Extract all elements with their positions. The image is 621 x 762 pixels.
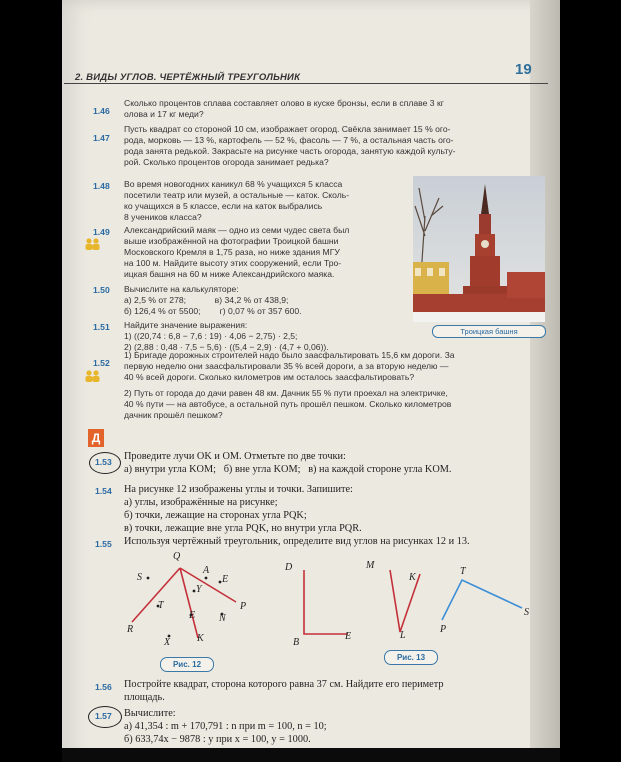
point-label: K <box>197 633 204 644</box>
problem-number: 1.56 <box>95 682 112 692</box>
header-rule <box>64 83 548 84</box>
problem-text: Вычислите на калькуляторе: <box>124 284 239 294</box>
problem-text: а) углы, изображённые на рисунке; <box>124 497 278 508</box>
problem-text: выше изображённой на фотографии Троицкой башни <box>124 236 339 246</box>
problem-number: 1.51 <box>93 322 110 332</box>
problem-text: 2) Путь от города до дачи равен 48 км. Дачник 55 % пути проехал на электричке, <box>124 388 448 398</box>
problem-text: ицкая башня на 60 м ниже Александрийского маяка. <box>124 269 335 279</box>
problem-text: На рисунке 12 изображены углы и точки. Запишите: <box>124 484 353 495</box>
problem-text: 2) (2,88 : 0,48 · 7,5 − 5,6) · ((5,4 − 2,9) · (4,7 + 0,06)). <box>124 342 329 352</box>
group-work-icon <box>84 238 102 250</box>
problem-text: Пусть квадрат со стороной 10 см, изображает огород. Свёкла занимает 15 % ого- <box>124 124 451 134</box>
figure-13-caption: Рис. 13 <box>384 650 438 665</box>
point-label: S <box>137 572 142 583</box>
problem-text: 40 % всей дороги. Сколько километров им осталось заасфальтировать? <box>124 372 415 382</box>
problem-text: рода, морковь — 13 %, картофель — 52 %, фасоль — 7 %, а остальная часть ого- <box>124 135 454 145</box>
problem-text: рой. Сколько процентов огорода занимает редька? <box>124 157 329 167</box>
problem-text: рода занята редькой. Закрасьте на рисунке часть огорода, занятую каждой культу- <box>124 146 456 156</box>
problem-number: 1.57 <box>95 711 112 721</box>
problem-text: Найдите значение выражения: <box>124 320 248 330</box>
problem-text: 40 % пути — на автобусе, а остальной путь прошёл пешком. Сколько километров <box>124 399 452 409</box>
problem-text: дачник прошёл пешком? <box>124 410 223 420</box>
problem-number: 1.49 <box>93 227 110 237</box>
problem-text: а) 41,354 : m + 170,791 : n при m = 100, n = 10; <box>124 721 327 732</box>
problem-text: б) точки, лежащие на сторонах угла PQK; <box>124 510 307 521</box>
problem-text: Сколько процентов сплава составляет олово в куске бронзы, если в сплаве 3 кг <box>124 98 444 108</box>
point-label: T <box>460 566 466 577</box>
point-label: S <box>524 607 529 618</box>
problem-text: Александрийский маяк — одно из семи чудес света был <box>124 225 350 235</box>
problem-text: ко учащихся в 5 классе, если на каток выбрались <box>124 201 323 211</box>
problem-number: 1.52 <box>93 358 110 368</box>
photo-caption: Троицкая башня <box>432 325 546 338</box>
problem-number: 1.53 <box>95 457 112 467</box>
problem-text: Во время новогодних каникул 68 % учащихся 5 класса <box>124 179 343 189</box>
problem-text: площадь. <box>124 692 165 703</box>
page-number: 19 <box>515 61 532 78</box>
problem-text: б) 126,4 % от 5500; г) 0,07 % от 357 600. <box>124 306 302 316</box>
problem-text: а) 2,5 % от 278; в) 34,2 % от 438,9; <box>124 295 289 305</box>
point-label: R <box>127 624 134 635</box>
problem-number: 1.54 <box>95 486 112 496</box>
problem-text: Используя чертёжный треугольник, определите вид углов на рисунках 12 и 13. <box>124 536 470 547</box>
point-label: P <box>440 624 447 635</box>
problem-number: 1.48 <box>93 181 110 191</box>
point-label: B <box>293 637 300 648</box>
problem-number: 1.46 <box>93 106 110 116</box>
ray-QK <box>180 568 198 638</box>
angle-PTS <box>442 580 522 620</box>
point-label: P <box>240 601 247 612</box>
problem-text: 1) Бригаде дорожных строителей надо было заасфальтировать 15,6 км дороги. За <box>124 350 455 360</box>
group-work-icon <box>84 370 102 382</box>
point-label: L <box>400 630 406 641</box>
problem-text: первую неделю они заасфальтировали 35 % всей дороги, а за вторую неделю — <box>124 361 449 371</box>
point-label: E <box>345 631 352 642</box>
chapter-header: 2. ВИДЫ УГЛОВ. ЧЕРТЁЖНЫЙ ТРЕУГОЛЬНИК <box>75 72 301 83</box>
point-label: K <box>409 572 416 583</box>
troitskaya-tower-photo <box>413 176 545 322</box>
problem-text: Постройте квадрат, сторона которого равна 37 см. Найдите его периметр <box>124 679 444 690</box>
point-label: Q <box>173 551 181 562</box>
problem-text: на 100 м. Найдите высоту этих сооружений, если Тро- <box>124 258 342 268</box>
point-label: M <box>366 560 375 571</box>
problem-text: Вычислите: <box>124 708 176 719</box>
problem-text: а) внутри угла KOM; б) вне угла KOM; в) на каждой стороне угла KOM. <box>124 464 452 475</box>
point-label: T <box>158 600 164 611</box>
problem-text: Московского Кремля в 1,75 раза, но ниже здания МГУ <box>124 247 340 257</box>
problem-number: 1.47 <box>93 133 110 143</box>
point-label: A <box>203 565 210 576</box>
point-label: D <box>285 562 293 573</box>
point-label: E <box>222 574 229 585</box>
problem-number: 1.55 <box>95 539 112 549</box>
figure-12-caption: Рис. 12 <box>160 657 214 672</box>
point-label: X <box>164 637 171 648</box>
point-label: N <box>219 613 226 624</box>
angle-DBE <box>304 570 348 634</box>
problem-text: б) 633,74x − 9878 : y при x = 100, y = 1000. <box>124 734 311 745</box>
problem-text: Проведите лучи OK и OM. Отметьте по две точки: <box>124 451 346 462</box>
problem-text: 8 учеников класса? <box>124 212 202 222</box>
problem-text: 1) ((20,74 : 6,8 − 7,6 : 19) · 4,06 − 2,75) · 2,5; <box>124 331 298 341</box>
problem-text: олова и 17 кг меди? <box>124 109 204 119</box>
problem-text: посетили театр или музей, а остальные — каток. Сколь- <box>124 190 350 200</box>
point-label: Y <box>196 584 202 595</box>
point-label: E <box>189 610 196 621</box>
bottom-shadow <box>62 748 560 762</box>
section-badge: Д <box>88 429 104 447</box>
problem-number: 1.50 <box>93 285 110 295</box>
problem-text: в) точки, лежащие вне угла PQK, но внутри угла PQR. <box>124 523 362 534</box>
